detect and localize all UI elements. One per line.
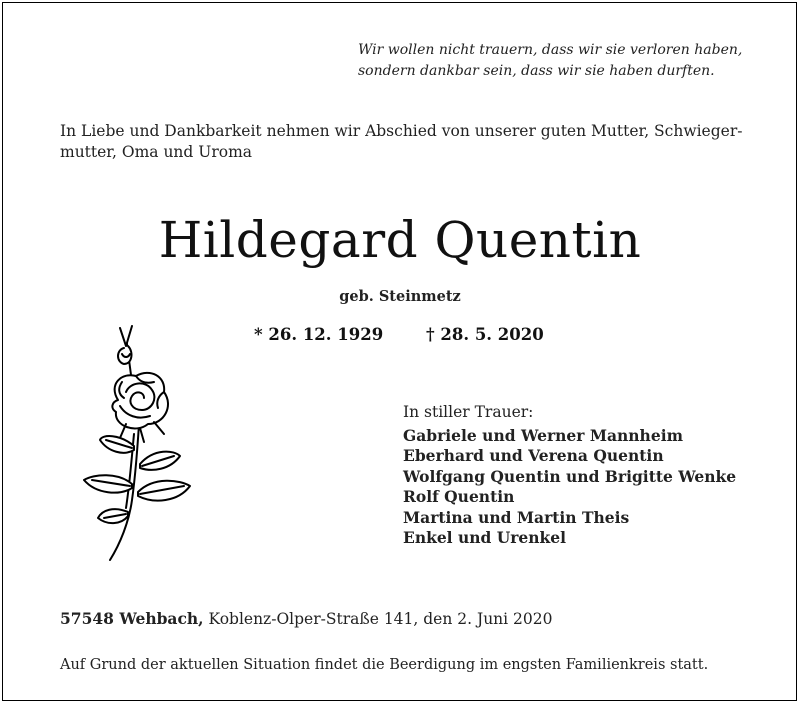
intro-line-1: In Liebe und Dankbarkeit nehmen wir Abschied von unserer guten Mutter, Schwieger- xyxy=(60,122,743,140)
mourner-name: Martina und Martin Theis xyxy=(403,507,630,527)
maiden-name: geb. Steinmetz xyxy=(339,288,461,305)
motto-line-1: Wir wollen nicht trauern, dass wir sie verloren haben, xyxy=(358,42,743,58)
address-line xyxy=(60,608,760,630)
motto-quote xyxy=(358,40,778,82)
mourners-label: In stiller Trauer: xyxy=(403,403,534,421)
mourner-name: Wolfgang Quentin und Brigitte Wenke xyxy=(403,466,737,486)
mourner-name: Rolf Quentin xyxy=(403,487,515,506)
deceased-name: Hildegard Quentin xyxy=(158,211,642,269)
funeral-notice: Auf Grund der aktuellen Situation findet die Beerdigung im engsten Familienkreis statt. xyxy=(60,657,709,673)
address-place: 57548 Wehbach, xyxy=(60,609,204,628)
birth-date: * 26. 12. 1929 xyxy=(254,325,384,344)
mourner-name: Enkel und Urenkel xyxy=(403,528,567,547)
motto-line-2: sondern dankbar sein, dass wir sie haben durften. xyxy=(358,63,715,79)
mourner-name: Eberhard und Verena Quentin xyxy=(403,446,664,465)
death-date: † 28. 5. 2020 xyxy=(426,325,544,344)
address-street-date: Koblenz-Olper-Straße 141, den 2. Juni 2020 xyxy=(208,610,553,628)
intro-text xyxy=(60,121,750,163)
rose-icon xyxy=(74,322,206,566)
mourners-block xyxy=(403,402,783,549)
intro-line-2: mutter, Oma und Uroma xyxy=(60,143,253,161)
mourner-name: Gabriele und Werner Mannheim xyxy=(403,425,683,445)
